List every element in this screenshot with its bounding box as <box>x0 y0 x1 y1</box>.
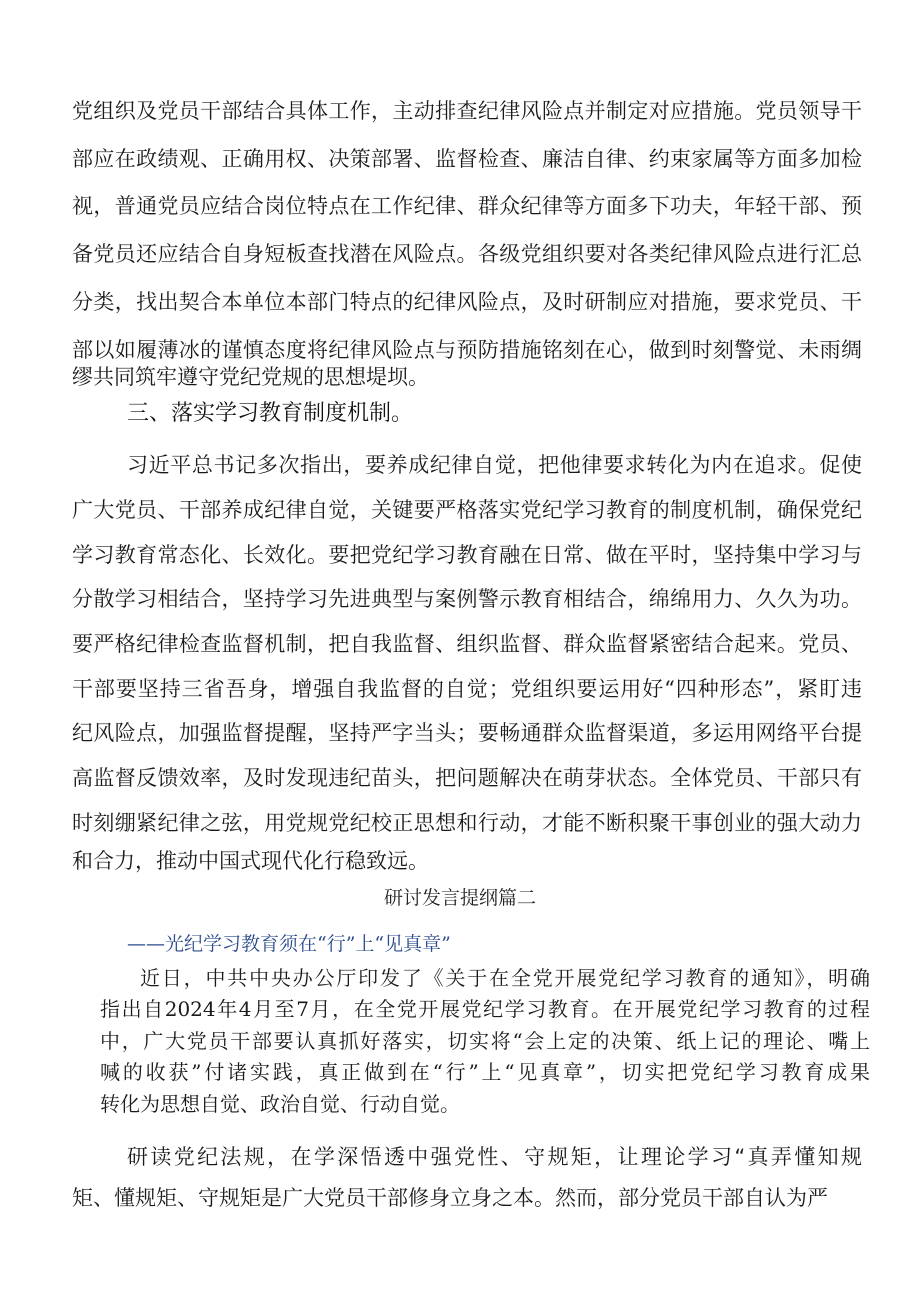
text-line: 分散学习相结合，坚持学习先进典型与案例警示教育相结合，绵绵用力、久久为功。 <box>72 587 862 611</box>
section-title: 研讨发言提纲篇二 <box>383 887 536 909</box>
text-line: 党组织及党员干部结合具体工作，主动排查纪律风险点并制定对应措施。党员领导干 <box>72 99 862 123</box>
text-line: 部应在政绩观、正确用权、决策部署、监督检查、廉洁自律、约束家属等方面多加检 <box>72 147 862 171</box>
text-line: 习近平总书记多次指出，要养成纪律自觉，把他律要求转化为内在追求。促使 <box>127 453 862 477</box>
text-line: 喊的收获”付诸实践，真正做到在“行”上“见真章”，切实把党纪学习教育成果 <box>100 1060 870 1084</box>
text-line: 矩、懂规矩、守规矩是广大党员干部修身立身之本。然而，部分党员干部自认为严 <box>72 1186 828 1210</box>
bold-lead: 研读党纪法规，在学深悟透中强党性、守规矩，让理论学习“真弄 <box>127 1145 795 1169</box>
section-heading: 三、落实学习教育制度机制。 <box>127 401 414 426</box>
text-line: 视，普通党员应结合岗位特点在工作纪律、群众纪律等方面多下功夫，年轻干部、预 <box>72 194 862 218</box>
text-line: 部以如履薄冰的谨慎态度将纪律风险点与预防措施铭刻在心，做到时刻警觉、未雨绸 <box>72 338 862 362</box>
text-line: 干部要坚持三省吾身，增强自我监督的自觉；党组织要运用好“四种形态”，紧盯违 <box>72 677 862 701</box>
text-line: 学习教育常态化、长效化。要把党纪学习教育融在日常、做在平时，坚持集中学习与 <box>72 543 862 567</box>
text-line: 转化为思想自觉、政治自觉、行动自觉。 <box>100 1092 460 1116</box>
text-line: 分类，找出契合本单位本部门特点的纪律风险点，及时研制应对措施，要求党员、干 <box>72 290 862 314</box>
text-line: 纪风险点，加强监督提醒，坚持严字当头；要畅通群众监督渠道，多运用网络平台提 <box>72 721 862 745</box>
text-line: 和合力，推动中国式现代化行稳致远。 <box>72 849 429 873</box>
text-line: 中，广大党员干部要认真抓好落实，切实将“会上定的决策、纸上记的理论、嘴上 <box>100 1029 870 1053</box>
text-line: 时刻绷紧纪律之弦，用党规党纪校正思想和行动，才能不断积聚干事创业的强大动力 <box>72 811 862 835</box>
text-line: 备党员还应结合自身短板查找潜在风险点。各级党组织要对各类纪律风险点进行汇总 <box>72 242 862 266</box>
text-line: 近日，中共中央办公厅印发了《关于在全党开展党纪学习教育的通知》，明确 <box>140 966 870 990</box>
text-line: 指出自2024年4月至7月，在全党开展党纪学习教育。在开展党纪学习教育的过程 <box>100 997 870 1021</box>
text-line: 要严格纪律检查监督机制，把自我监督、组织监督、群众监督紧密结合起来。党员、 <box>72 632 862 656</box>
subtitle: ——光纪学习教育须在“行”上“见真章” <box>127 933 451 955</box>
text-line: 高监督反馈效率，及时发现违纪苗头，把问题解决在萌芽状态。全体党员、干部只有 <box>72 766 862 790</box>
text-line: 广大党员、干部养成纪律自觉，关键要严格落实党纪学习教育的制度机制，确保党纪 <box>72 498 862 522</box>
lead-tail: 懂知规 <box>794 1145 862 1169</box>
text-line: 缪共同筑牢遵守党纪党规的思想堤坝。 <box>72 365 429 389</box>
text-line <box>127 1142 862 1172</box>
